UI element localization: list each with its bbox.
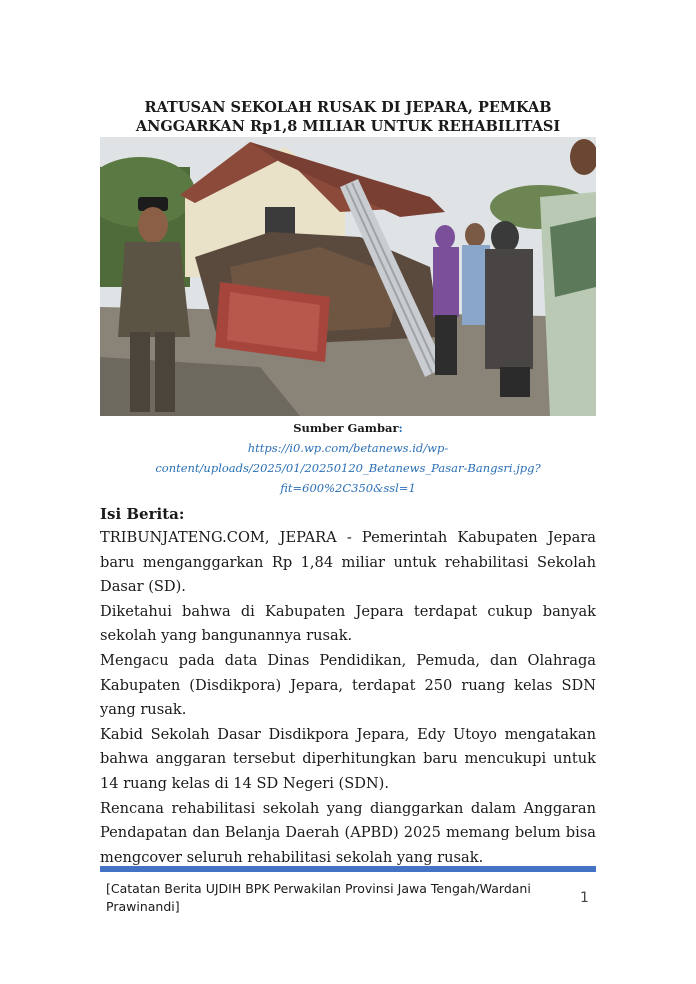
section-heading: Isi Berita: bbox=[100, 505, 185, 523]
news-photo bbox=[100, 137, 596, 416]
paragraph: Mengacu pada data Dinas Pendidikan, Pemuda, dan Olahraga Kabupaten (Disdikpora) Jepara, terdapat 250 ruang kelas SDN yang rusak. bbox=[100, 651, 596, 719]
article-body bbox=[100, 526, 596, 870]
page-number: 1 bbox=[580, 890, 589, 906]
paragraph: TRIBUNJATENG.COM, JEPARA - Pemerintah Kabupaten Jepara baru menganggarkan Rp 1,84 miliar untuk rehabilitasi Sekolah Dasar (SD). bbox=[100, 529, 596, 596]
caption-colon: : bbox=[398, 421, 403, 435]
paragraph: Rencana rehabilitasi sekolah yang dianggarkan dalam Anggaran Pendapatan dan Belanja Daerah (APBD) 2025 memang belum bisa mengcover seluruh rehabilitasi sekolah yang rusak. bbox=[100, 799, 596, 866]
article-title: RATUSAN SEKOLAH RUSAK DI JEPARA, PEMKAB ANGGARKAN Rp1,8 MILIAR UNTUK REHABILITASI bbox=[135, 99, 561, 135]
image-caption bbox=[100, 418, 596, 498]
footer-note: [Catatan Berita UJDIH BPK Perwakilan Provinsi Jawa Tengah/Wardani Prawinandi] bbox=[106, 881, 531, 914]
caption-label: Sumber Gambar bbox=[293, 421, 399, 435]
image-source-link[interactable]: https://i0.wp.com/betanews.id/wp-content/uploads/2025/01/20250120_Betanews_Pasar-Bangsri.jpg?fit=600%2C350&ssl=1 bbox=[155, 441, 541, 495]
paragraph: Kabid Sekolah Dasar Disdikpora Jepara, Edy Utoyo mengatakan bahwa anggaran tersebut diperhitungkan baru mencukupi untuk 14 ruang kelas di 14 SD Negeri (SDN). bbox=[100, 725, 596, 792]
footer-divider bbox=[100, 866, 596, 872]
paragraph: Diketahui bahwa di Kabupaten Jepara terdapat cukup banyak sekolah yang bangunannya rusak. bbox=[100, 602, 596, 645]
